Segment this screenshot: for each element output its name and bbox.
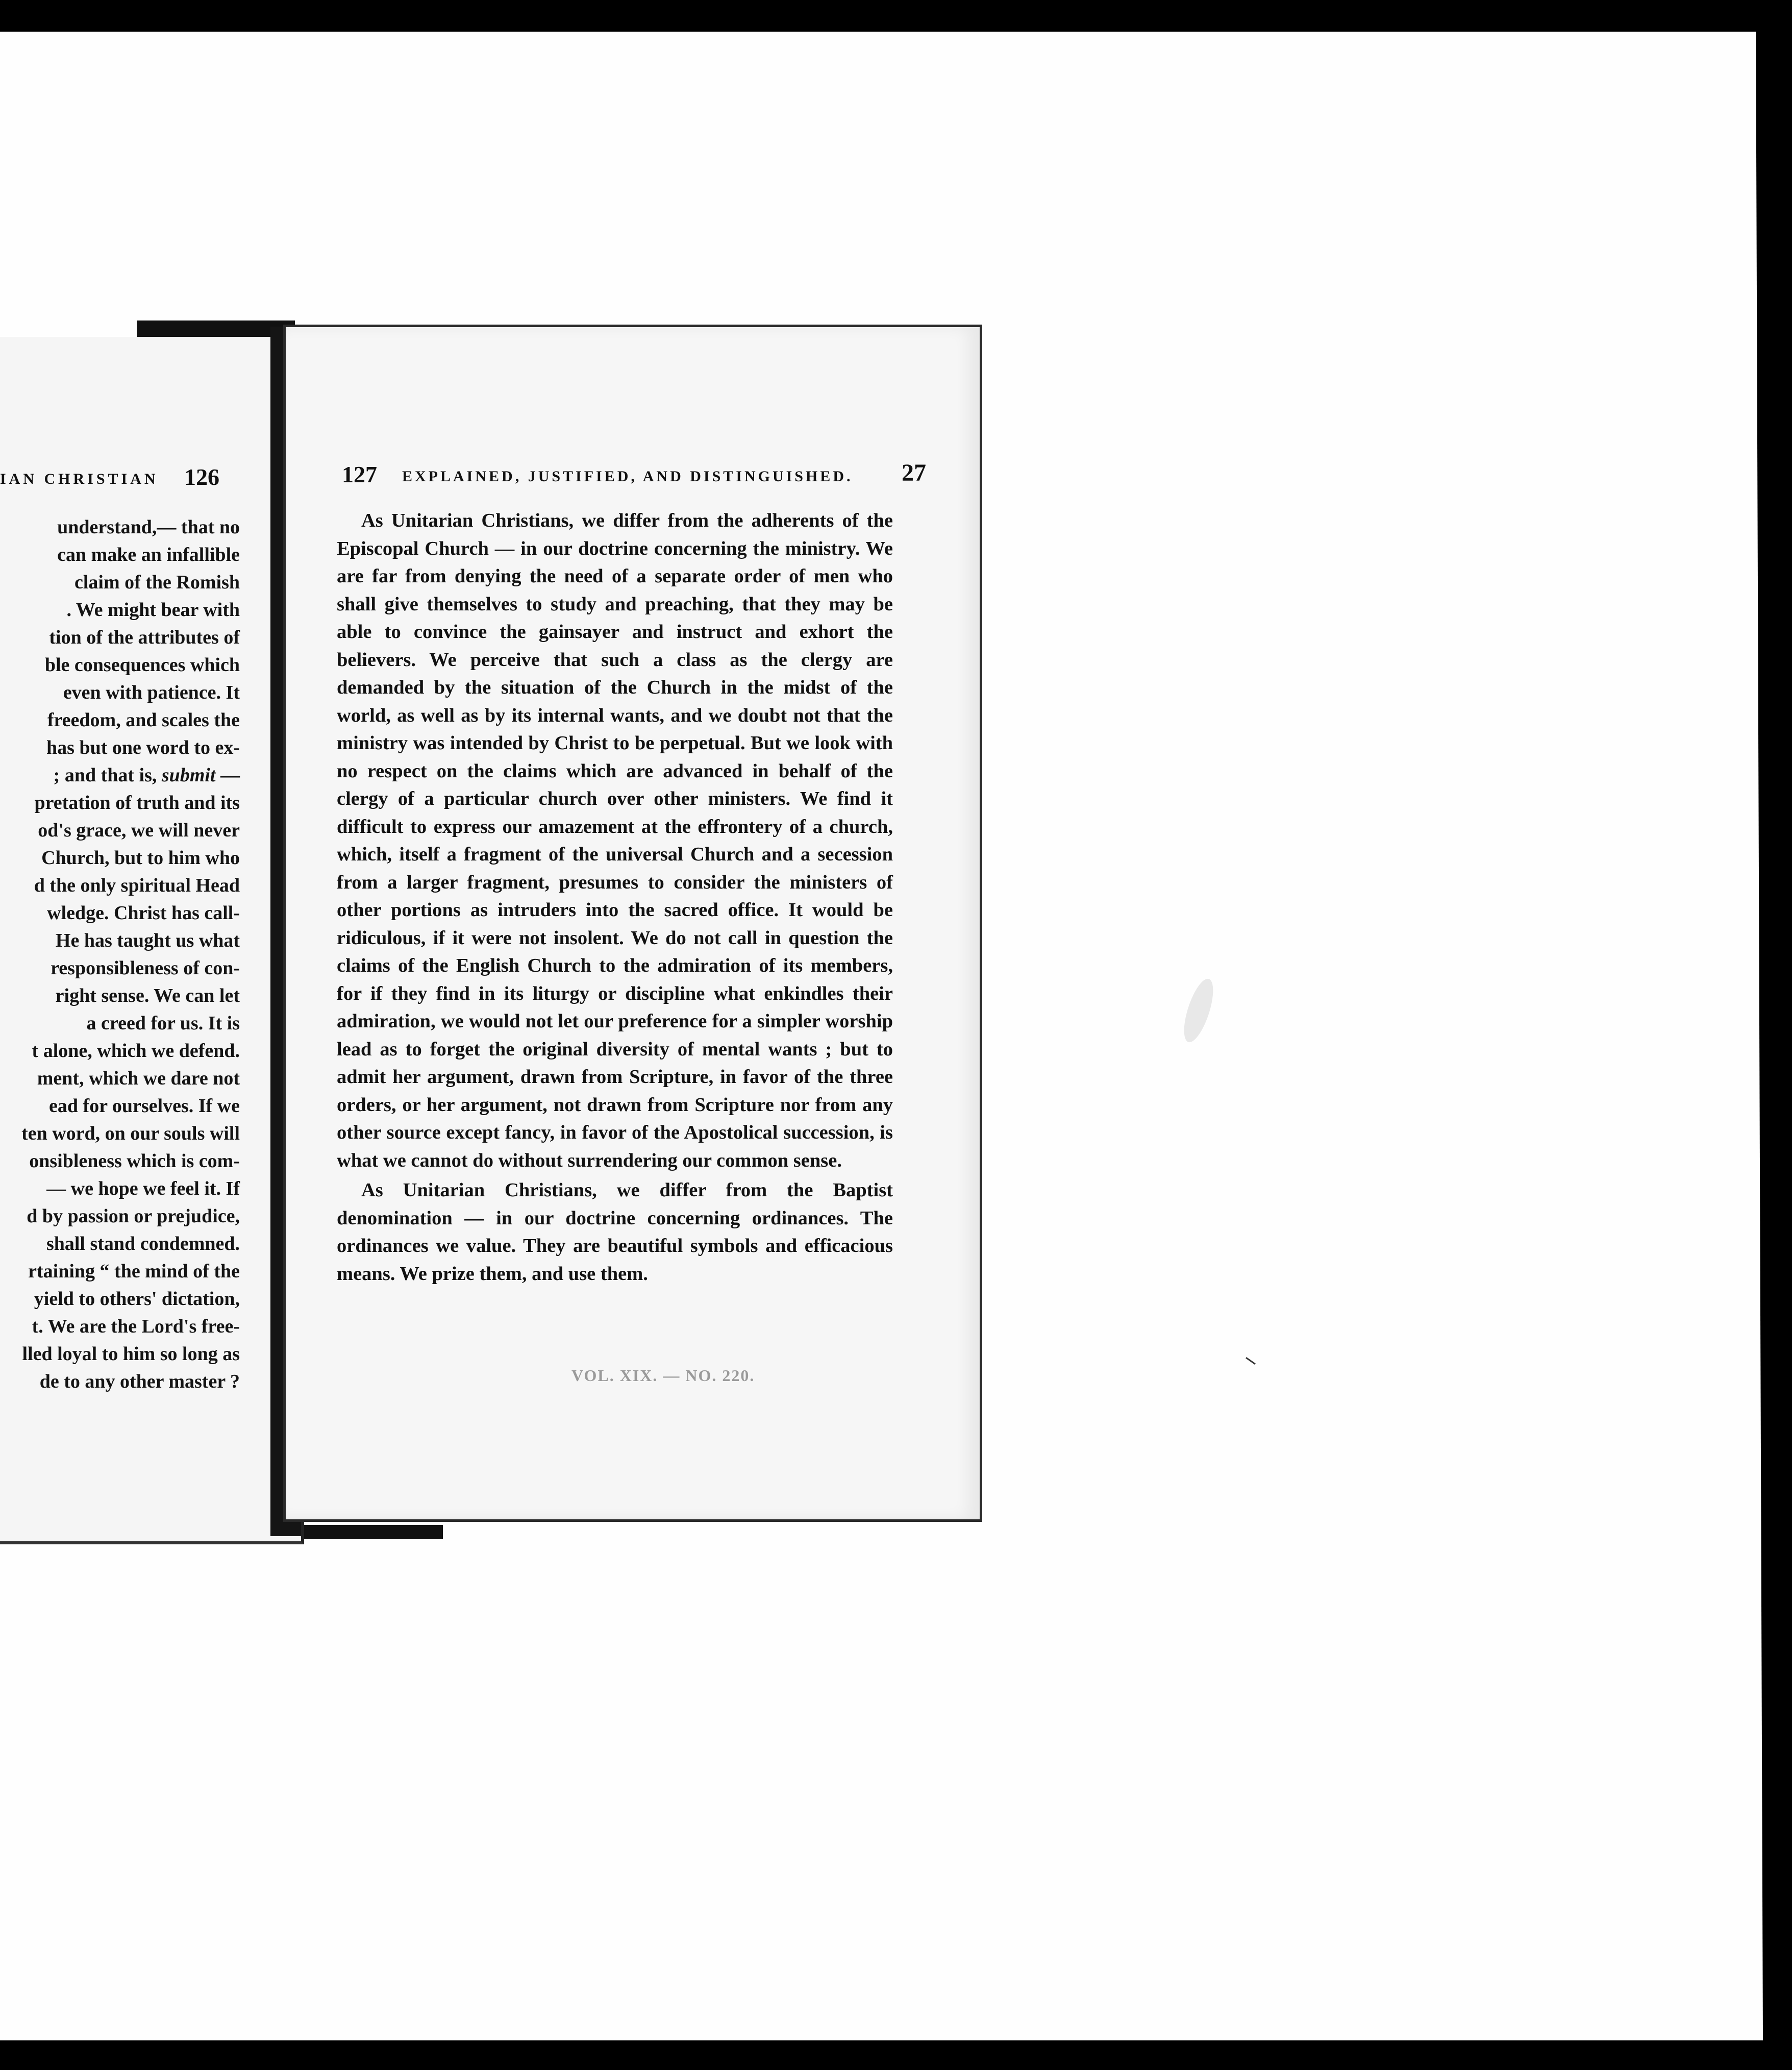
text-line: ead for ourselves. If we bbox=[49, 1095, 240, 1117]
text-line: responsibleness of con- bbox=[51, 957, 240, 979]
right-running-head: EXPLAINED, JUSTIFIED, AND DISTINGUISHED. bbox=[402, 468, 853, 485]
text-line: claim of the Romish bbox=[74, 572, 240, 593]
text-line: — we hope we feel it. If bbox=[46, 1178, 240, 1199]
text-line: right sense. We can let bbox=[55, 985, 240, 1006]
text-line: shall stand condemned. bbox=[46, 1233, 240, 1254]
left-page-number: 126 bbox=[184, 464, 219, 490]
text-line: can make an infallible bbox=[57, 544, 240, 565]
text-line: a creed for us. It is bbox=[86, 1013, 240, 1034]
text-line: od's grace, we will never bbox=[38, 820, 240, 841]
right-page bbox=[283, 325, 982, 1522]
text-line: d by passion or prejudice, bbox=[27, 1205, 240, 1227]
right-page-header bbox=[342, 461, 926, 491]
text-line: has but one word to ex- bbox=[46, 737, 240, 758]
text-line: ten word, on our souls will bbox=[21, 1123, 240, 1144]
text-line: onsibleness which is com- bbox=[29, 1150, 240, 1172]
text-line: ble consequences which bbox=[44, 654, 240, 676]
text-line: pretation of truth and its bbox=[34, 792, 240, 814]
text-line: yield to others' dictation, bbox=[34, 1288, 240, 1310]
paragraph: As Unitarian Christians, we differ from the Baptist denomination — in our doctrine concerning ordinances. The ordinances we value. They are beautiful symbols and efficacious means. We prize them, and use them. bbox=[337, 1179, 893, 1285]
text-line: d the only spiritual Head bbox=[34, 875, 240, 896]
text-line: He has taught us what bbox=[55, 930, 240, 951]
right-page-number: 27 bbox=[902, 459, 926, 486]
text-line: lled loyal to him so long as bbox=[22, 1343, 240, 1365]
text-line: freedom, and scales the bbox=[47, 709, 240, 731]
left-running-head: IAN CHRISTIAN bbox=[0, 471, 159, 487]
text-line: understand,— that no bbox=[57, 516, 240, 538]
text-line: t alone, which we defend. bbox=[32, 1040, 240, 1062]
text-line: ment, which we dare not bbox=[37, 1068, 240, 1089]
text-line: ; and that is, submit — bbox=[53, 765, 240, 786]
paragraph: As Unitarian Christians, we differ from the adherents of the Episcopal Church — in our doctrine concerning the ministry. We are far from denying the need of a separate order of men who shall give themselves to study and preaching, that they may be able to convince the gainsayer and instruct and exhort the believers. We perceive that such a class as the clergy are demanded by the situation of the Church in the midst of the world, as well as by its internal wants, and we doubt not that the ministry was intended by Christ to be perpetual. But we look with no respect on the claims which are advanced in behalf of the clergy of a particular church over other ministers. We find it difficult to express our amazement at the effrontery of a church, which, itself a fragment of the universal Church and a secession from a larger fragment, presumes to consider the ministers of other portions as intruders into the sacred office. It would be ridiculous, if it were not insolent. We do not call in question the claims of the English Church to the admiration of its members, for if they find in its liturgy or discipline what enkindles their admiration, we would not let our preference for a simpler worship lead as to forget the original diversity of mental wants ; but to admit her argument, drawn from Scripture, in favor of the three orders, or her argument, not drawn from Scripture nor from any other source except fancy, in favor of the Apostolical succession, is what we cannot do without surrendering our common sense. bbox=[337, 510, 893, 1171]
text-line: even with patience. It bbox=[63, 682, 240, 703]
bleed-through-text: VOL. XIX. — NO. 220. bbox=[571, 1366, 755, 1385]
left-page bbox=[0, 337, 304, 1544]
text-line: rtaining “ the mind of the bbox=[28, 1261, 240, 1282]
right-page-alt-number: 127 bbox=[342, 461, 377, 487]
text-line: . We might bear with bbox=[66, 599, 240, 621]
text-line: Church, but to him who bbox=[41, 847, 240, 869]
text-line: de to any other master ? bbox=[39, 1371, 240, 1392]
right-page-text bbox=[337, 507, 893, 1290]
text-line: tion of the attributes of bbox=[49, 627, 240, 648]
left-page-text bbox=[0, 513, 240, 1395]
left-page-header bbox=[0, 463, 219, 494]
text-line: t. We are the Lord's free- bbox=[32, 1316, 240, 1337]
text-line: wledge. Christ has call- bbox=[47, 902, 240, 924]
